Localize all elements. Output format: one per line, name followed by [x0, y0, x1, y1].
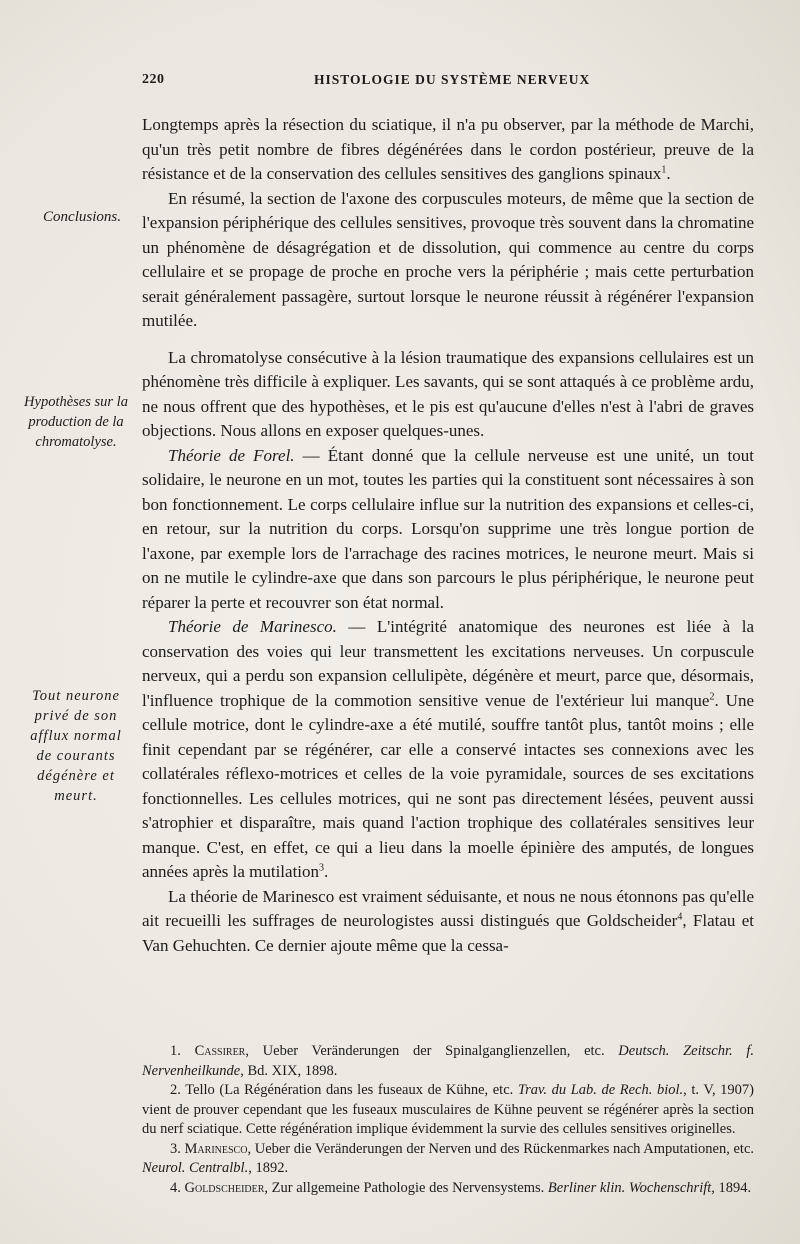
- paragraph-1-text: Longtemps après la résection du sciatique, il n'a pu observer, par la méthode de Marchi, qu'un très petit nombre de fibres dégénérées dans le cordon postérieur, preuve de la résistance et de la conservation des cellules sensitives des ganglions spinaux: [142, 115, 754, 183]
- forel-title: Théorie de Forel.: [168, 445, 295, 465]
- footnote-1-number: 1.: [170, 1043, 181, 1059]
- marinesco-text-b: . Une cellule motrice, dont le cylindre-axe a été mutilé, souffre tantôt plus, tantôt moins ; elle finit cependant par se régénérer, car elle a conservé intactes ses connexions avec les collatérales réflexo-motrices et celles de la voie pyramidale, sources de ses excitations fonctionnelles. Les cellules motrices, qui ne sont pas directement lésées, peuvent aussi s'atrophier et disparaître, mais quand l'action trophique des collatérales sensitives leur manque. C'est, en effet, ce qui a lieu dans la moelle épinière des amputés, de longues années après la mutilation: [142, 690, 755, 881]
- paragraph-conclusions: En résumé, la section de l'axone des corpuscules moteurs, de même que la section de l'expansion périphérique des cellules sensitives, provoque très souvent dans la chromatine un phénomène de désagrégation et de dissolution, qui commence au centre du corps cellulaire et se propage de proche en proche vers la périphérie ; mais cette perturbation serait généralement passagère, surtout lorsque le neurone réussit à régénérer l'expansion mutilée.: [142, 188, 754, 330]
- footnote-4-author: Goldscheider: [184, 1179, 265, 1196]
- marinesco-text-a: — L'intégrité anatomique des neurones est liée à la conservation des voies qui leur transmettent les excitations nerveuses. Un corpuscule nerveux, qui a perdu son expansion cellulipète, dégénère et meurt, parce que, désormais, l'influence trophique de la commotion sensitive venue de l'extérieur lui manque: [142, 617, 754, 710]
- footnote-1-journal: Deutsch. Zeitschr. f. Nervenheilkunde: [142, 1043, 754, 1079]
- seduisante-text-b: , Flatau et Van Gehuchten. Ce dernier ajoute même que la cessa-: [142, 911, 755, 955]
- footnote-1-text: , Ueber Veränderungen der Spinalganglienzellen, etc.: [245, 1043, 619, 1059]
- footnote-2-journal: Trav. du Lab. de Rech. biol.: [517, 1082, 684, 1098]
- footnote-ref-4: 4: [677, 911, 683, 923]
- footnote-4-tail: , 1894.: [711, 1179, 752, 1196]
- footnote-2-text: Tello (La Régénération dans les fuseaux de Kühne, etc.: [185, 1082, 518, 1098]
- margin-note-hypotheses: Hypothèses sur la production de la chromatolyse.: [24, 394, 128, 450]
- footnote-3-tail: , 1892.: [248, 1160, 289, 1176]
- footnote-4-text: , Zur allgemeine Pathologie des Nervensystems.: [264, 1179, 548, 1196]
- paragraph-theorie-seduisante: [142, 885, 754, 959]
- page-number: 220: [142, 72, 165, 87]
- footnote-4: [142, 1179, 754, 1199]
- paragraph-1: Longtemps après la résection du sciatique, il n'a pu observer, par la méthode de Marchi, qu'un très petit nombre de fibres dégénérées dans le cordon postérieur, preuve de la résistance et de la conservation des cellules sensitives des ganglions spinaux$^1$.: [142, 115, 754, 183]
- footnote-3: [142, 1140, 754, 1179]
- footnote-1-author: Cassirer: [194, 1043, 246, 1059]
- footnote-1-tail: , Bd. XIX, 1898.: [240, 1062, 338, 1079]
- footnote-2: [142, 1081, 754, 1140]
- footnote-4-number: 4.: [170, 1179, 181, 1196]
- footnote-ref-2: 2: [709, 690, 715, 702]
- margin-note-tout-neurone: Tout neurone privé de son afflux normal de courants dégénère et meurt.: [30, 688, 122, 804]
- footnote-2-tail: , t. V, 1907) vient de prouver cependant que les fuseaux musculaires de Kühne peuvent se régénérer après la section du nerf sciatique. Cette régénération implique évidemment la survie des cellules sensitives originelles.: [142, 1082, 754, 1137]
- footnote-ref-1: 1: [661, 164, 667, 176]
- margin-note-conclusions: Conclusions.: [43, 209, 121, 225]
- footnote-4-journal: Berliner klin. Wochenschrift: [547, 1179, 712, 1196]
- marinesco-title: Théorie de Marinesco.: [168, 617, 337, 636]
- footnote-ref-3: 3: [319, 862, 325, 874]
- page-header: [142, 72, 752, 94]
- footnote-3-text: , Ueber die Veränderungen der Nerven und des Rückenmarkes nach Amputationen, etc.: [247, 1140, 754, 1157]
- seduisante-text-a: La théorie de Marinesco est vraiment séduisante, et nous ne nous étonnons pas qu'elle ait recueilli les suffrages de neurologistes aussi distingués que Goldscheider: [142, 886, 754, 930]
- footnote-2-number: 2.: [170, 1082, 181, 1098]
- paragraph-marinesco: Théorie de Marinesco. — L'intégrité anatomique des neurones est liée à la conservation des voies qui leur transmettent les excitations nerveuses. Un corpuscule nerveux, qui a perdu son expansion cellulipète, dégénère et meurt, parce que, désormais, l'influence trophique de la commotion sensitive venue de l'extérieur lui manque$^2$. Une cellule motrice, dont le cylindre-axe a été mutilé, souffre tantôt plus, tantôt moins ; elle finit cependant par se régénérer, car elle a conservé intactes ses connexions avec les collatérales réflexo-motrices et celles de la voie pyramidale, sources de ses excitations fonctionnelles. Les cellules motrices, qui ne sont pas directement lésées, peuvent aussi s'atrophier et disparaître, mais quand l'action trophique des collatérales sensitives leur manque. C'est, en effet, ce qui a lieu dans la moelle épinière des amputés, de longues années après la mutilation$^3$.: [142, 617, 755, 881]
- main-text: [142, 113, 754, 958]
- footnote-3-journal: Neurol. Centralbl.: [142, 1160, 249, 1176]
- running-title: HISTOLOGIE DU SYSTÈME NERVEUX: [314, 72, 591, 87]
- forel-text: — Étant donné que la cellule nerveuse est une unité, un tout solidaire, le neurone en un mot, toutes les parties qui la constituent sont nécessaires à son bon fonctionnement. Le corps cellulaire influe sur la nutrition des expansions et celles-ci, en retour, sur la nutrition du corps. Lorsqu'on supprime une très longue portion de l'axone, par exemple lors de l'arrachage des racines motrices, le neurone meurt. Mais si on ne mutile le cylindre-axe que dans son parcours le plus périphérique, le neurone peut réparer la perte et recouvrer son état normal.: [142, 445, 754, 612]
- footnote-3-author: Marinesco: [184, 1140, 248, 1157]
- footnote-1: [142, 1042, 754, 1081]
- footnote-3-number: 3.: [170, 1140, 181, 1157]
- paragraph-chromatolyse: La chromatolyse consécutive à la lésion traumatique des expansions cellulaires est un phénomène très difficile à expliquer. Les savants, qui se sont attaqués à ce problème ardu, ne nous offrent que des hypothèses, et le pis est qu'aucune d'elles n'est à l'abri de graves objections. Nous allons en exposer quelques-unes.: [142, 347, 754, 440]
- paragraph-forel: [142, 444, 754, 616]
- footnotes: [142, 1042, 754, 1198]
